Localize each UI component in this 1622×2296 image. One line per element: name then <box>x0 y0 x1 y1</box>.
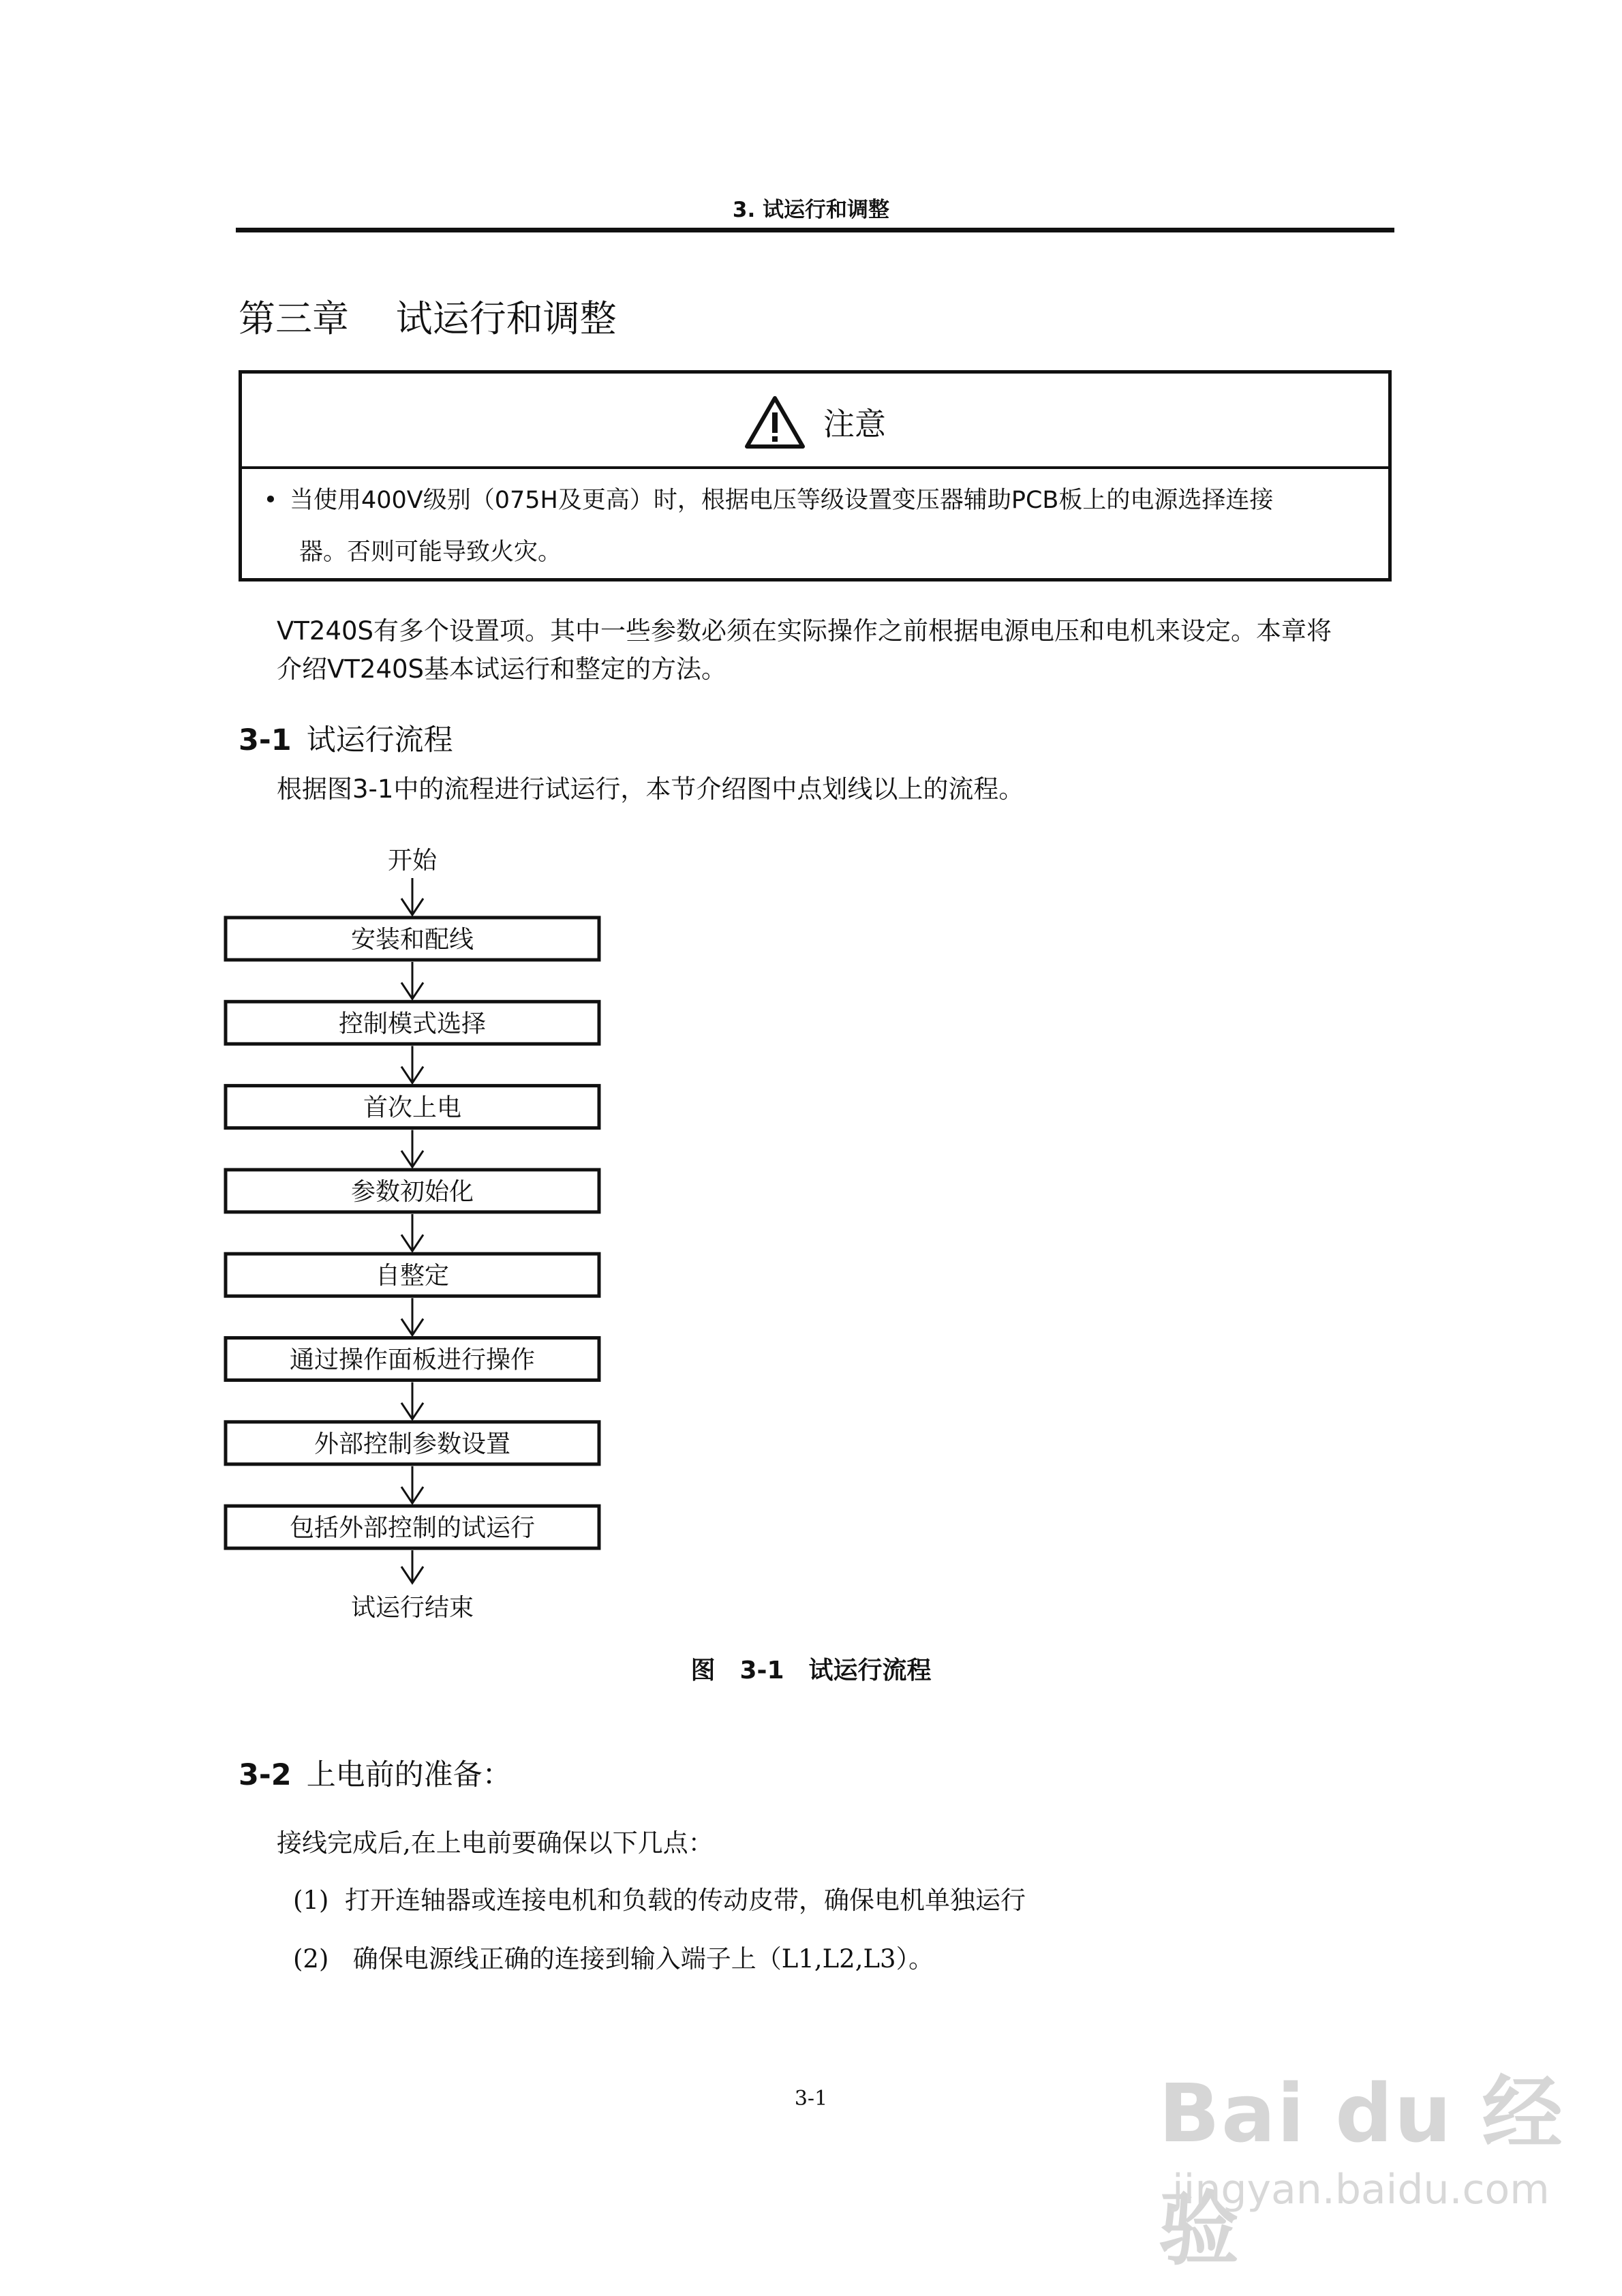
list-item-1-text: 打开连轴器或连接电机和负载的传动皮带，确保电机单独运行 <box>344 1886 1026 1915</box>
flow-arrows <box>401 878 423 1583</box>
caution-line-1: 当使用400V级别（075H及更高）时，根据电压等级设置变压器辅助PCB板上的电源选择连接 <box>290 487 1274 514</box>
flow-arrow-6 <box>401 1383 423 1419</box>
flow-arrow-0 <box>401 878 423 915</box>
section-3-2-text: 接线完成后,在上电前要确保以下几点： <box>277 1828 714 1858</box>
flow-step-6 <box>226 1338 599 1380</box>
flow-step-3 <box>226 1086 599 1128</box>
flow-arrow-2 <box>401 1046 423 1083</box>
flow-arrow-7 <box>401 1466 423 1503</box>
flow-step-label: 参数初始化 <box>350 1177 474 1206</box>
list-item-2-text: 确保电源线正确的连接到输入端子上（L1,L2,L3）。 <box>352 1944 934 1974</box>
flow-arrow-3 <box>401 1130 423 1167</box>
flow-step-label: 首次上电 <box>363 1093 462 1122</box>
page-number: 3-1 <box>794 2087 828 2111</box>
flow-step-4 <box>226 1170 599 1212</box>
flow-step-1 <box>226 918 599 960</box>
flow-step-label: 通过操作面板进行操作 <box>289 1346 536 1374</box>
flow-arrow-4 <box>401 1214 423 1251</box>
flow-arrow-1 <box>401 962 423 999</box>
flow-step-label: 包括外部控制的试运行 <box>289 1514 536 1543</box>
section-3-2-heading <box>239 1752 512 1794</box>
section-3-2-title: 上电前的准备： <box>306 1758 512 1792</box>
section-3-1-title: 试运行流程 <box>306 723 453 757</box>
flow-step-label: 安装和配线 <box>350 926 474 954</box>
baidu-watermark-logo: Bai du 经验 <box>1159 2066 1564 2276</box>
figure-title: 试运行流程 <box>808 1657 932 1685</box>
flow-arrow-5 <box>401 1298 423 1335</box>
flow-step-label: 控制模式选择 <box>338 1010 487 1038</box>
chapter-title: 第三章 试运行和调整 <box>239 297 617 340</box>
section-3-1-text: 根据图3-1中的流程进行试运行，本节介绍图中点划线以上的流程。 <box>277 774 1024 804</box>
list-item-2 <box>293 1940 1411 1978</box>
caution-label: 注意 <box>823 406 886 442</box>
section-3-1-number: 3-1 <box>239 723 292 757</box>
flow-step-7 <box>226 1422 599 1464</box>
flow-step-2 <box>226 1001 599 1044</box>
list-item-2-num: (2) <box>293 1944 329 1974</box>
list-item-1 <box>293 1882 1411 1920</box>
bullet: • <box>263 487 278 514</box>
flow-end-label: 试运行结束 <box>350 1594 474 1622</box>
flow-step-label: 外部控制参数设置 <box>313 1430 511 1458</box>
section-3-2-number: 3-2 <box>239 1758 292 1792</box>
intro-line-1: VT240S有多个设置项。其中一些参数必须在实际操作之前根据电源电压和电机来设定。本章将 <box>277 616 1332 646</box>
list-item-1-num: (1) <box>293 1886 329 1915</box>
figure-number: 3-1 <box>739 1657 784 1685</box>
flow-step-8 <box>226 1506 599 1548</box>
intro-line-2: 介绍VT240S基本试运行和整定的方法。 <box>277 654 727 684</box>
baidu-watermark-url: jingyan.baidu.com <box>1172 2166 1550 2214</box>
flow-start-label: 开始 <box>387 847 438 875</box>
running-header: 3. 试运行和调整 <box>732 198 890 222</box>
figure-label: 图 <box>690 1657 716 1685</box>
flow-step-label: 自整定 <box>375 1262 450 1290</box>
caution-line-2: 器。否则可能导致火灾。 <box>299 539 562 566</box>
flow-arrow-8 <box>401 1550 423 1583</box>
flow-step-5 <box>226 1254 599 1296</box>
figure-caption <box>0 1651 1622 1686</box>
